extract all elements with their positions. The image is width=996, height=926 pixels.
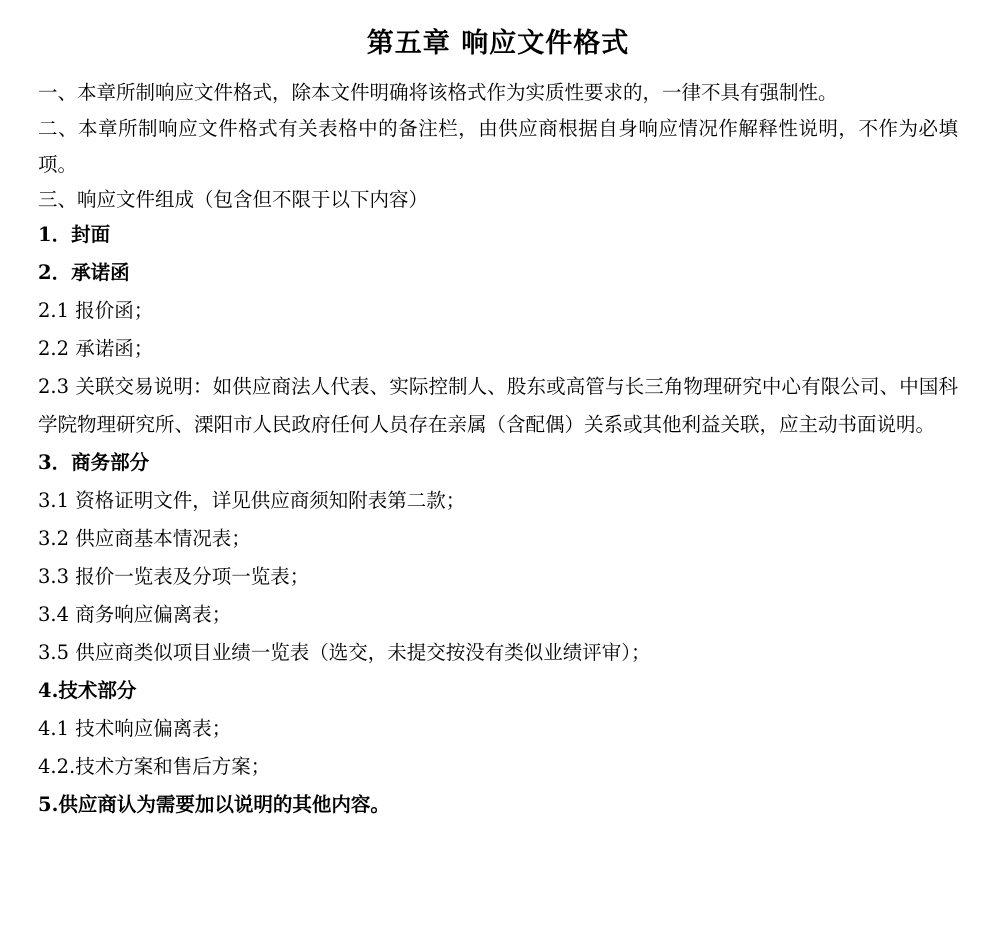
section-3-business: 3．商务部分 — [38, 451, 150, 475]
item-3-3: 3.3 报价一览表及分项一览表； — [38, 565, 310, 589]
item-2-3: 2.3 关联交易说明：如供应商法人代表、实际控制人、股东或高管与长三角物理研究中心有限公司、中国科学院物理研究所、溧阳市人民政府任何人员存在亲属（含配偶）关系或其他利益关联，应主动书面说明。 — [38, 375, 958, 437]
paragraph-intro-2: 二、本章所制响应文件格式有关表格中的备注栏，由供应商根据自身响应情况作解释性说明，不作为必填项。 — [38, 117, 958, 177]
item-3-1: 3.1 资格证明文件，详见供应商须知附表第二款； — [38, 489, 466, 513]
section-5-other: 5.供应商认为需要加以说明的其他内容。 — [38, 793, 390, 817]
item-3-2: 3.2 供应商基本情况表； — [38, 527, 251, 551]
page-title: 第五章 响应文件格式 — [366, 28, 630, 59]
section-1-cover: 1．封面 — [38, 223, 111, 247]
item-4-2: 4.2.技术方案和售后方案； — [38, 755, 271, 779]
paragraph-intro-1: 一、本章所制响应文件格式，除本文件明确将该格式作为实质性要求的，一律不具有强制性。 — [38, 81, 838, 105]
item-3-5: 3.5 供应商类似项目业绩一览表（选交，未提交按没有类似业绩评审）； — [38, 641, 651, 665]
item-3-4: 3.4 商务响应偏离表； — [38, 603, 232, 627]
section-4-technical: 4.技术部分 — [38, 679, 137, 703]
paragraph-intro-3: 三、响应文件组成（包含但不限于以下内容） — [38, 188, 429, 212]
item-2-1: 2.1 报价函； — [38, 299, 154, 323]
item-2-2: 2.2 承诺函； — [38, 337, 154, 361]
item-4-1: 4.1 技术响应偏离表； — [38, 717, 232, 741]
section-2-commitment: 2．承诺函 — [38, 261, 130, 285]
